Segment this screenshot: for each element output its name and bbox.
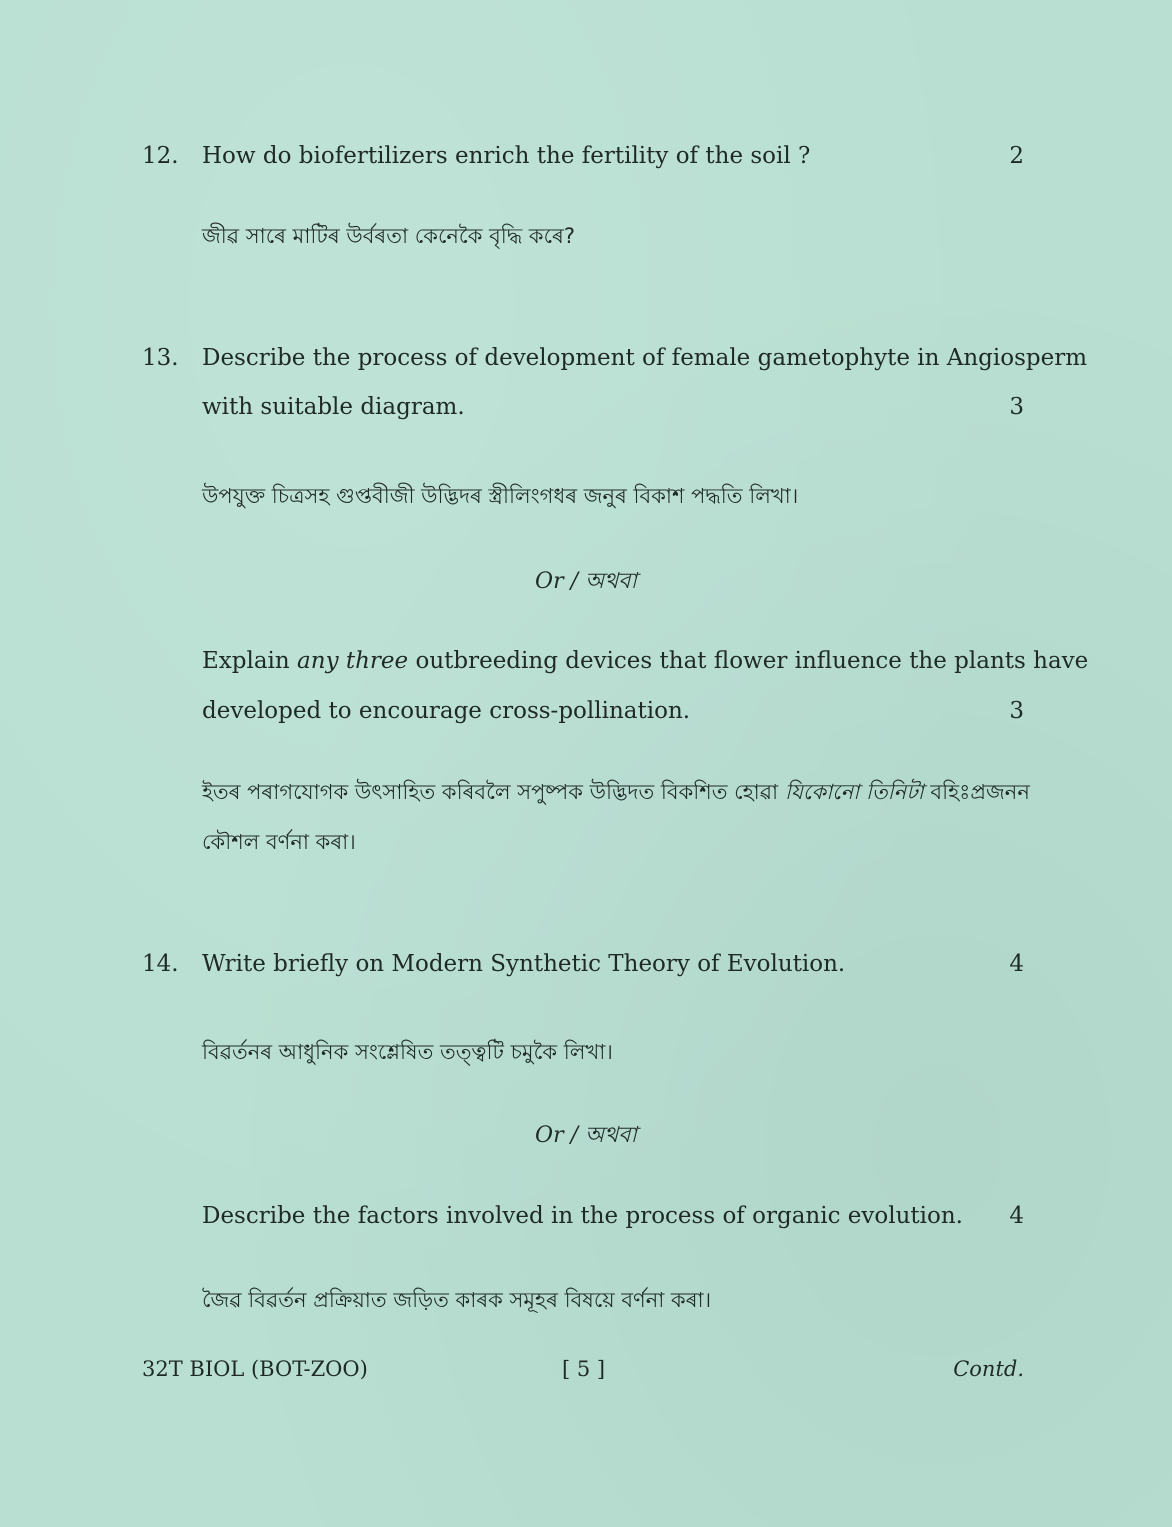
question-14-marks: 4 bbox=[1009, 951, 1024, 977]
question-13-alt-assamese-line-2: কৌশল বৰ্ণনা কৰা। bbox=[202, 830, 356, 854]
question-13-alt-marks: 3 bbox=[1009, 698, 1024, 724]
question-12-english: How do biofertilizers enrich the fertility of the soil ? bbox=[202, 143, 811, 169]
question-13-or-label: Or / অথবা bbox=[535, 569, 637, 594]
question-13-marks: 3 bbox=[1009, 394, 1024, 420]
question-13-number: 13. bbox=[142, 345, 179, 371]
question-12-assamese: জীৱ সাৰে মাটিৰ উৰ্বৰতা কেনেকৈ বৃদ্ধি কৰে? bbox=[202, 224, 575, 248]
continued-label: Contd. bbox=[953, 1357, 1024, 1381]
question-14-alt-marks: 4 bbox=[1009, 1203, 1024, 1229]
question-14-or-label: Or / অথবা bbox=[535, 1123, 637, 1148]
question-12-marks: 2 bbox=[1009, 143, 1024, 169]
question-14-english: Write briefly on Modern Synthetic Theory of Evolution. bbox=[202, 951, 846, 977]
question-14-alt-assamese: জৈৱ বিৱৰ্তন প্ৰক্ৰিয়াত জড়িত কাৰক সমূহৰ বিষয়ে বৰ্ণনা কৰা। bbox=[202, 1288, 712, 1312]
question-12-number: 12. bbox=[142, 143, 179, 169]
question-13-alt-english-line-1: Explain any three outbreeding devices that flower influence the plants have bbox=[202, 648, 1089, 674]
question-14-assamese: বিৱৰ্তনৰ আধুনিক সংশ্লেষিত তত্ত্বটি চমুকৈ লিখা। bbox=[202, 1040, 613, 1064]
paper-code: 32T BIOL (BOT-ZOO) bbox=[142, 1357, 368, 1381]
question-14-number: 14. bbox=[142, 951, 179, 977]
question-13-alt-english-line-2: developed to encourage cross-pollination. bbox=[202, 698, 691, 724]
question-14-alt-english: Describe the factors involved in the process of organic evolution. bbox=[202, 1203, 963, 1229]
question-13-english-line-1: Describe the process of development of female gametophyte in Angiosperm bbox=[202, 345, 1088, 371]
question-13-english-line-2: with suitable diagram. bbox=[202, 394, 465, 420]
question-13-assamese: উপযুক্ত চিত্ৰসহ গুপ্তবীজী উদ্ভিদৰ স্ত্ৰীলিংগধৰ জনুৰ বিকাশ পদ্ধতি লিখা। bbox=[202, 484, 799, 508]
page-number: [ 5 ] bbox=[562, 1357, 606, 1381]
question-13-alt-assamese-line-1: ইতৰ পৰাগযোগক উৎসাহিত কৰিবলৈ সপুষ্পক উদ্ভিদত বিকশিত হোৱা যিকোনো তিনিটা বহিঃপ্ৰজনন bbox=[202, 780, 1030, 804]
